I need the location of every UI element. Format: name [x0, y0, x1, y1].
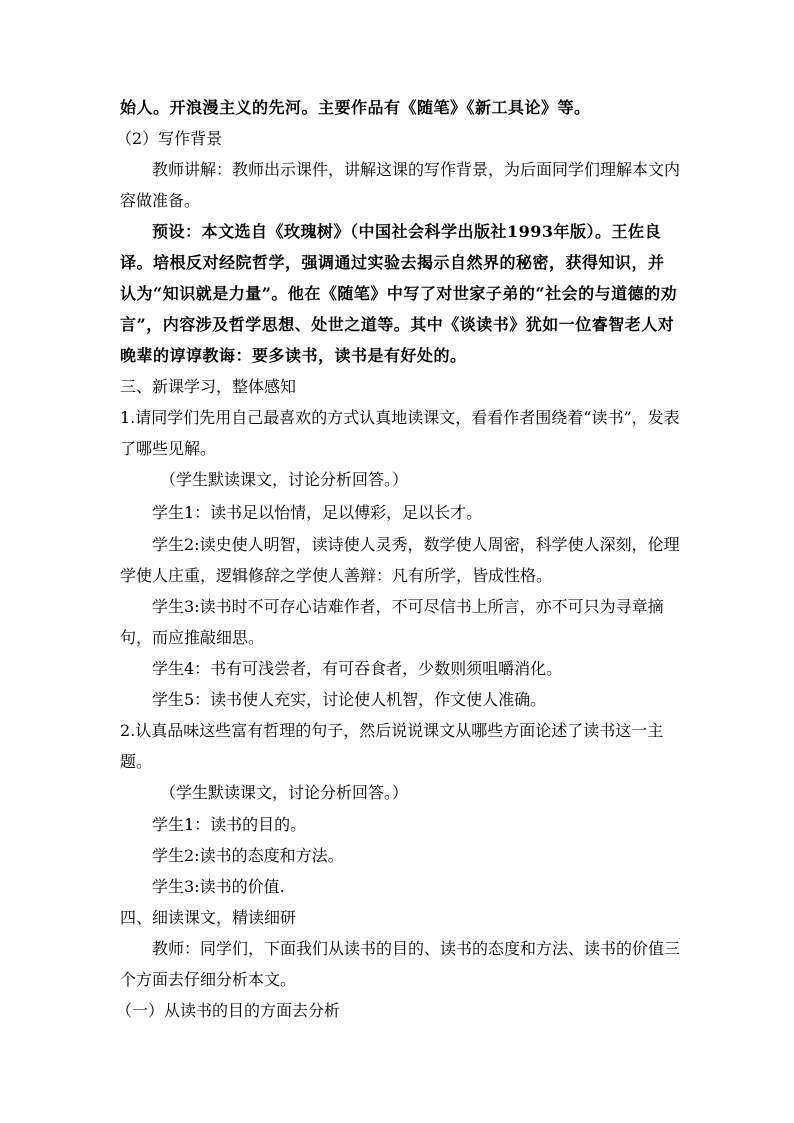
student-answer-1: 学生1：读书足以怡情，足以傅彩，足以长才。	[152, 503, 483, 522]
student-answer-2: 学生2:读史使人明智，读诗使人灵秀，数学使人周密，科学使人深刻，伦理学使人庄重，逻辑修辞之学使人善辩：凡有所学，皆成性格。	[120, 535, 680, 585]
student-answer-4: 学生4：书有可浅尝者，有可吞食者，少数则须咀嚼消化。	[152, 659, 563, 678]
subheading-writing-background: （2）写作背景	[116, 129, 223, 148]
question-2: 2.认真品味这些富有哲理的句子，然后说说课文从哪些方面论述了读书这一主题。	[120, 721, 664, 771]
paragraph-author-intro-end: 始人。开浪漫主义的先河。主要作品有《随笔》《新工具论》等。	[120, 98, 591, 117]
student-activity-note-1: （学生默读课文，讨论分析回答。）	[160, 470, 409, 489]
subheading-reading-purpose: （一）从读书的目的方面去分析	[116, 1001, 341, 1020]
student-answer-purpose: 学生1：读书的目的。	[152, 815, 307, 834]
student-answer-value: 学生3:读书的价值.	[152, 877, 285, 896]
section-heading-close-reading: 四、细读课文，精读细研	[120, 908, 297, 927]
student-answer-attitude: 学生2:读书的态度和方法。	[152, 846, 344, 865]
paragraph-teacher-guidance: 教师：同学们，下面我们从读书的目的、读书的态度和方法、读书的价值三个方面去仔细分析本文。	[120, 939, 681, 989]
paragraph-teacher-explanation: 教师讲解：教师出示课件，讲解这课的写作背景，为后面同学们理解本文内容做准备。	[120, 160, 681, 210]
student-answer-5: 学生5：读书使人充实，讨论使人机智，作文使人准确。	[152, 690, 547, 709]
student-answer-3: 学生3:读书时不可存心诘难作者，不可尽信书上所言，亦不可只为寻章摘句，而应推敲细思。	[120, 597, 664, 647]
student-activity-note-2: （学生默读课文，讨论分析回答。）	[160, 783, 409, 802]
question-1: 1.请同学们先用自己最喜欢的方式认真地读课文，看看作者围绕着“读书”，发表了哪些见解。	[120, 408, 680, 458]
section-heading-new-lesson: 三、新课学习，整体感知	[120, 377, 297, 396]
paragraph-preset-background: 预设：本文选自《玫瑰树》（中国社会科学出版社1993年版）。王佐良译。培根反对经院哲学，强调通过实验去揭示自然界的秘密，获得知识，并认为“知识就是力量”。他在《随笔》中写了对世家子弟的“社会的与道德的劝言”，内容涉及哲学思想、处世之道等。其中《谈读书》犹如一位睿智老人对晚辈的谆谆教诲：要多读书，读书是有好处的。	[120, 222, 678, 365]
